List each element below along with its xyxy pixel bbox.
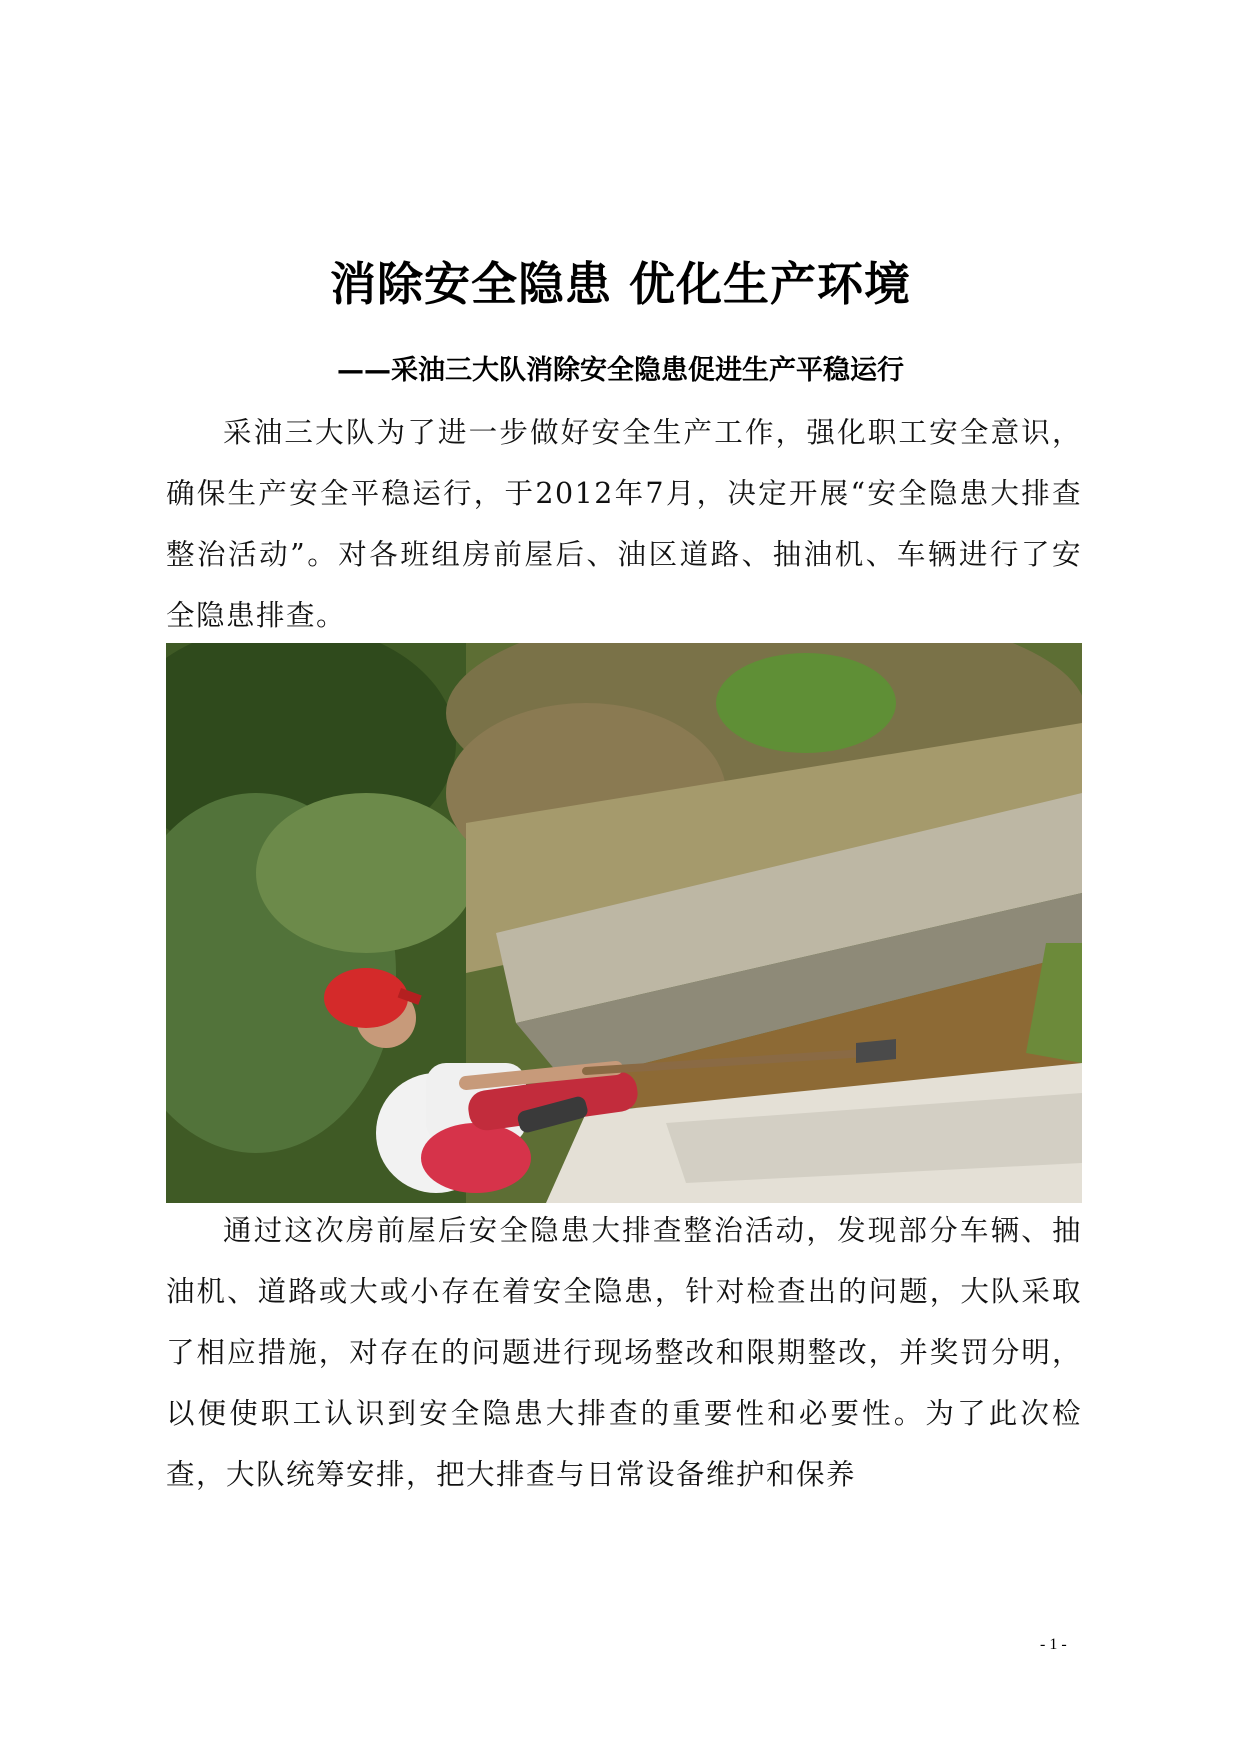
page-number: - 1 - <box>1040 1636 1067 1653</box>
worker-clearing-drain-photo <box>166 643 1082 1203</box>
paragraph-intro: 采油三大队为了进一步做好安全生产工作，强化职工安全意识，确保生产安全平稳运行，于2012年7月，决定开展“安全隐患大排查整治活动”。对各班组房前屋后、油区道路、抽油机、车辆进行了安全隐患排查。 <box>166 416 1082 632</box>
paragraph-results: 通过这次房前屋后安全隐患大排查整治活动，发现部分车辆、抽油机、道路或大或小存在着安全隐患，针对检查出的问题，大队采取了相应措施，对存在的问题进行现场整改和限期整改，并奖罚分明，以便使职工认识到安全隐患大排查的重要性和必要性。为了此次检查，大队统筹安排，把大排查与日常设备维护和保养 <box>166 1214 1082 1491</box>
page-subtitle: ——采油三大队消除安全隐患促进生产平稳运行 <box>337 355 904 386</box>
page-title: 消除安全隐患 优化生产环境 <box>329 257 911 311</box>
photo-illustration <box>166 643 1082 1203</box>
